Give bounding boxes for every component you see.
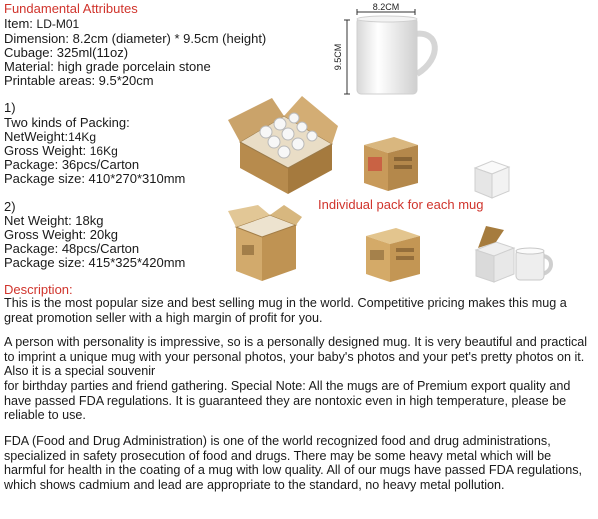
material-line: Material: high grade porcelain stone (4, 59, 211, 74)
section-title: Fundamental Attributes (4, 1, 138, 16)
individual-pack-caption: Individual pack for each mug (318, 197, 484, 212)
net-label: NetWeight: (4, 129, 69, 144)
packing2-number: 2) (4, 199, 16, 214)
item-line (4, 16, 79, 32)
description-paragraph-3: FDA (Food and Drug Administration) is one of the world recognized food and drug administrations, specialized in safety prosecution of food and drugs. There may be some heavy metal which will be harmful for health in the coating of a mug with low quality. All of our mugs have passed FDA regulations, which shows cadmium and lead are appropriate to the standard, no heavy metal pollution. (4, 434, 582, 492)
gross-label: Gross Weight: (4, 143, 87, 158)
packing2-net: Net Weight: 18kg (4, 213, 104, 228)
item-value: LD-M01 (36, 17, 80, 31)
net-value: 14Kg (68, 130, 97, 144)
cubage-line: Cubage: 325ml(11oz) (4, 45, 129, 60)
gross-value: 16Kg (89, 144, 118, 158)
printable-line: Printable areas: 9.5*20cm (4, 73, 154, 88)
box-with-mug-image (466, 222, 552, 284)
description-heading: Description: (4, 282, 73, 297)
open-carton-2-image (228, 205, 302, 283)
description-paragraph-1: This is the most popular size and best selling mug in the world. Competitive pricing makes this mug a great promotion seller with a high margin of profit for you. (4, 296, 567, 325)
closed-carton-2-image (362, 226, 424, 284)
width-label: 8.2CM (372, 2, 400, 12)
packing1-size: Package size: 410*270*310mm (4, 171, 186, 186)
packing2-size: Package size: 415*325*420mm (4, 255, 186, 270)
closed-carton-image (360, 135, 422, 193)
packing1-package: Package: 36pcs/Carton (4, 157, 140, 172)
item-label: Item: (4, 16, 33, 31)
open-carton-image (228, 96, 340, 196)
dimension-line: Dimension: 8.2cm (diameter) * 9.5cm (height) (4, 31, 267, 46)
packing-kinds: Two kinds of Packing: (4, 115, 130, 130)
description-paragraph-2a: A person with personality is impressive, so is a personally designed mug. It is very beautiful and practical to imprint a unique mug with your personal photos, your baby's photos and your pet's pretty photos on it. Also it is a special souvenir (4, 335, 588, 379)
packing2-gross: Gross Weight: 20kg (4, 227, 118, 242)
height-label: 9.5CM (333, 43, 343, 71)
description-paragraph-2b: for birthday parties and friend gathering. Special Note: All the mugs are of Premium export quality and have passed FDA regulations. It is guaranteed they are nontoxic even in high temperature, please be reliable to use. (4, 379, 571, 423)
individual-box-image (472, 158, 512, 200)
packing1-number: 1) (4, 100, 16, 115)
packing2-package: Package: 48pcs/Carton (4, 241, 140, 256)
mug-dimension-figure (335, 0, 450, 102)
